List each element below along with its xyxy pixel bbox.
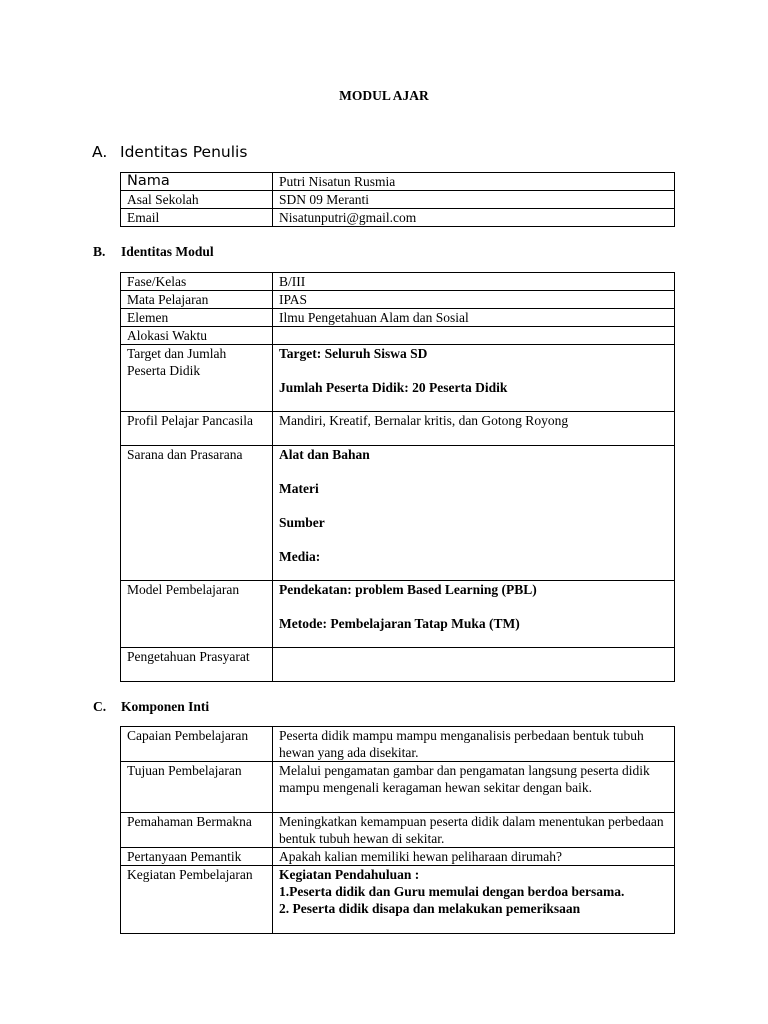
document-title: MODUL AJAR	[339, 88, 429, 103]
table-row	[121, 209, 675, 227]
table-row	[121, 309, 675, 327]
kegiatan-step-1: 1.Peserta didik dan Guru memulai dengan berdoa bersama.	[279, 884, 625, 899]
identitas-modul-table	[120, 272, 675, 682]
model-label: Model Pembelajaran	[121, 581, 273, 648]
table-row	[121, 191, 675, 209]
identitas-penulis-table	[120, 172, 675, 227]
section-a-title: Identitas Penulis	[120, 143, 248, 161]
table-row	[121, 273, 675, 291]
tujuan-value: Melalui pengamatan gambar dan pengamatan langsung peserta didik mampu mengenali keragaman hewan sekitar dengan baik.	[273, 762, 675, 813]
pertanyaan-value: Apakah kalian memiliki hewan peliharaan dirumah?	[273, 848, 675, 866]
capaian-value: Peserta didik mampu mampu menganalisis perbedaan bentuk tubuh hewan yang ada disekitar.	[273, 727, 675, 762]
pendekatan-line: Pendekatan: problem Based Learning (PBL)	[279, 582, 537, 597]
kegiatan-value	[273, 866, 675, 934]
mapel-label: Mata Pelajaran	[121, 291, 273, 309]
profil-value: Mandiri, Kreatif, Bernalar kritis, dan Gotong Royong	[273, 412, 675, 446]
kegiatan-label: Kegiatan Pembelajaran	[121, 866, 273, 934]
nama-label: Nama	[121, 173, 273, 191]
table-row	[121, 848, 675, 866]
table-row	[121, 291, 675, 309]
table-row	[121, 345, 675, 412]
section-b-heading	[93, 244, 214, 260]
sarana-label: Sarana dan Prasarana	[121, 446, 273, 581]
pemahaman-label: Pemahaman Bermakna	[121, 813, 273, 848]
alat-bahan-line: Alat dan Bahan	[279, 447, 370, 462]
section-c-title: Komponen Inti	[121, 699, 210, 714]
target-value	[273, 345, 675, 412]
section-c-heading	[93, 699, 209, 715]
target-label: Target dan Jumlah Peserta Didik	[121, 345, 273, 412]
table-row	[121, 648, 675, 682]
jumlah-line: Jumlah Peserta Didik: 20 Peserta Didik	[279, 380, 508, 395]
elemen-value: Ilmu Pengetahuan Alam dan Sosial	[273, 309, 675, 327]
table-row	[121, 727, 675, 762]
section-c-number: C.	[93, 699, 107, 714]
komponen-inti-table	[120, 726, 675, 934]
prasyarat-value	[273, 648, 675, 682]
table-row	[121, 412, 675, 446]
nama-value: Putri Nisatun Rusmia	[273, 173, 675, 191]
tujuan-label: Tujuan Pembelajaran	[121, 762, 273, 813]
kegiatan-heading: Kegiatan Pendahuluan :	[279, 867, 420, 882]
table-row	[121, 173, 675, 191]
section-b-number: B.	[93, 244, 106, 259]
materi-line: Materi	[279, 481, 319, 496]
media-line: Media:	[279, 549, 321, 564]
section-b-title: Identitas Modul	[121, 244, 214, 259]
metode-line: Metode: Pembelajaran Tatap Muka (TM)	[279, 616, 520, 631]
profil-label: Profil Pelajar Pancasila	[121, 412, 273, 446]
alokasi-label: Alokasi Waktu	[121, 327, 273, 345]
model-value	[273, 581, 675, 648]
email-value: Nisatunputri@gmail.com	[273, 209, 675, 227]
fase-label: Fase/Kelas	[121, 273, 273, 291]
asal-sekolah-label: Asal Sekolah	[121, 191, 273, 209]
table-row	[121, 581, 675, 648]
prasyarat-label: Pengetahuan Prasyarat	[121, 648, 273, 682]
sarana-value	[273, 446, 675, 581]
table-row	[121, 762, 675, 813]
section-a-heading	[92, 143, 247, 161]
asal-sekolah-value: SDN 09 Meranti	[273, 191, 675, 209]
mapel-value: IPAS	[273, 291, 675, 309]
sumber-line: Sumber	[279, 515, 325, 530]
email-label: Email	[121, 209, 273, 227]
table-row	[121, 446, 675, 581]
alokasi-value	[273, 327, 675, 345]
table-row	[121, 866, 675, 934]
target-line: Target: Seluruh Siswa SD	[279, 346, 428, 361]
pertanyaan-label: Pertanyaan Pemantik	[121, 848, 273, 866]
section-a-number: A.	[92, 143, 108, 161]
table-row	[121, 813, 675, 848]
capaian-label: Capaian Pembelajaran	[121, 727, 273, 762]
pemahaman-value: Meningkatkan kemampuan peserta didik dalam menentukan perbedaan bentuk tubuh hewan di sekitar.	[273, 813, 675, 848]
elemen-label: Elemen	[121, 309, 273, 327]
kegiatan-step-2: 2. Peserta didik disapa dan melakukan pemeriksaan	[279, 901, 581, 916]
table-row	[121, 327, 675, 345]
fase-value: B/III	[273, 273, 675, 291]
